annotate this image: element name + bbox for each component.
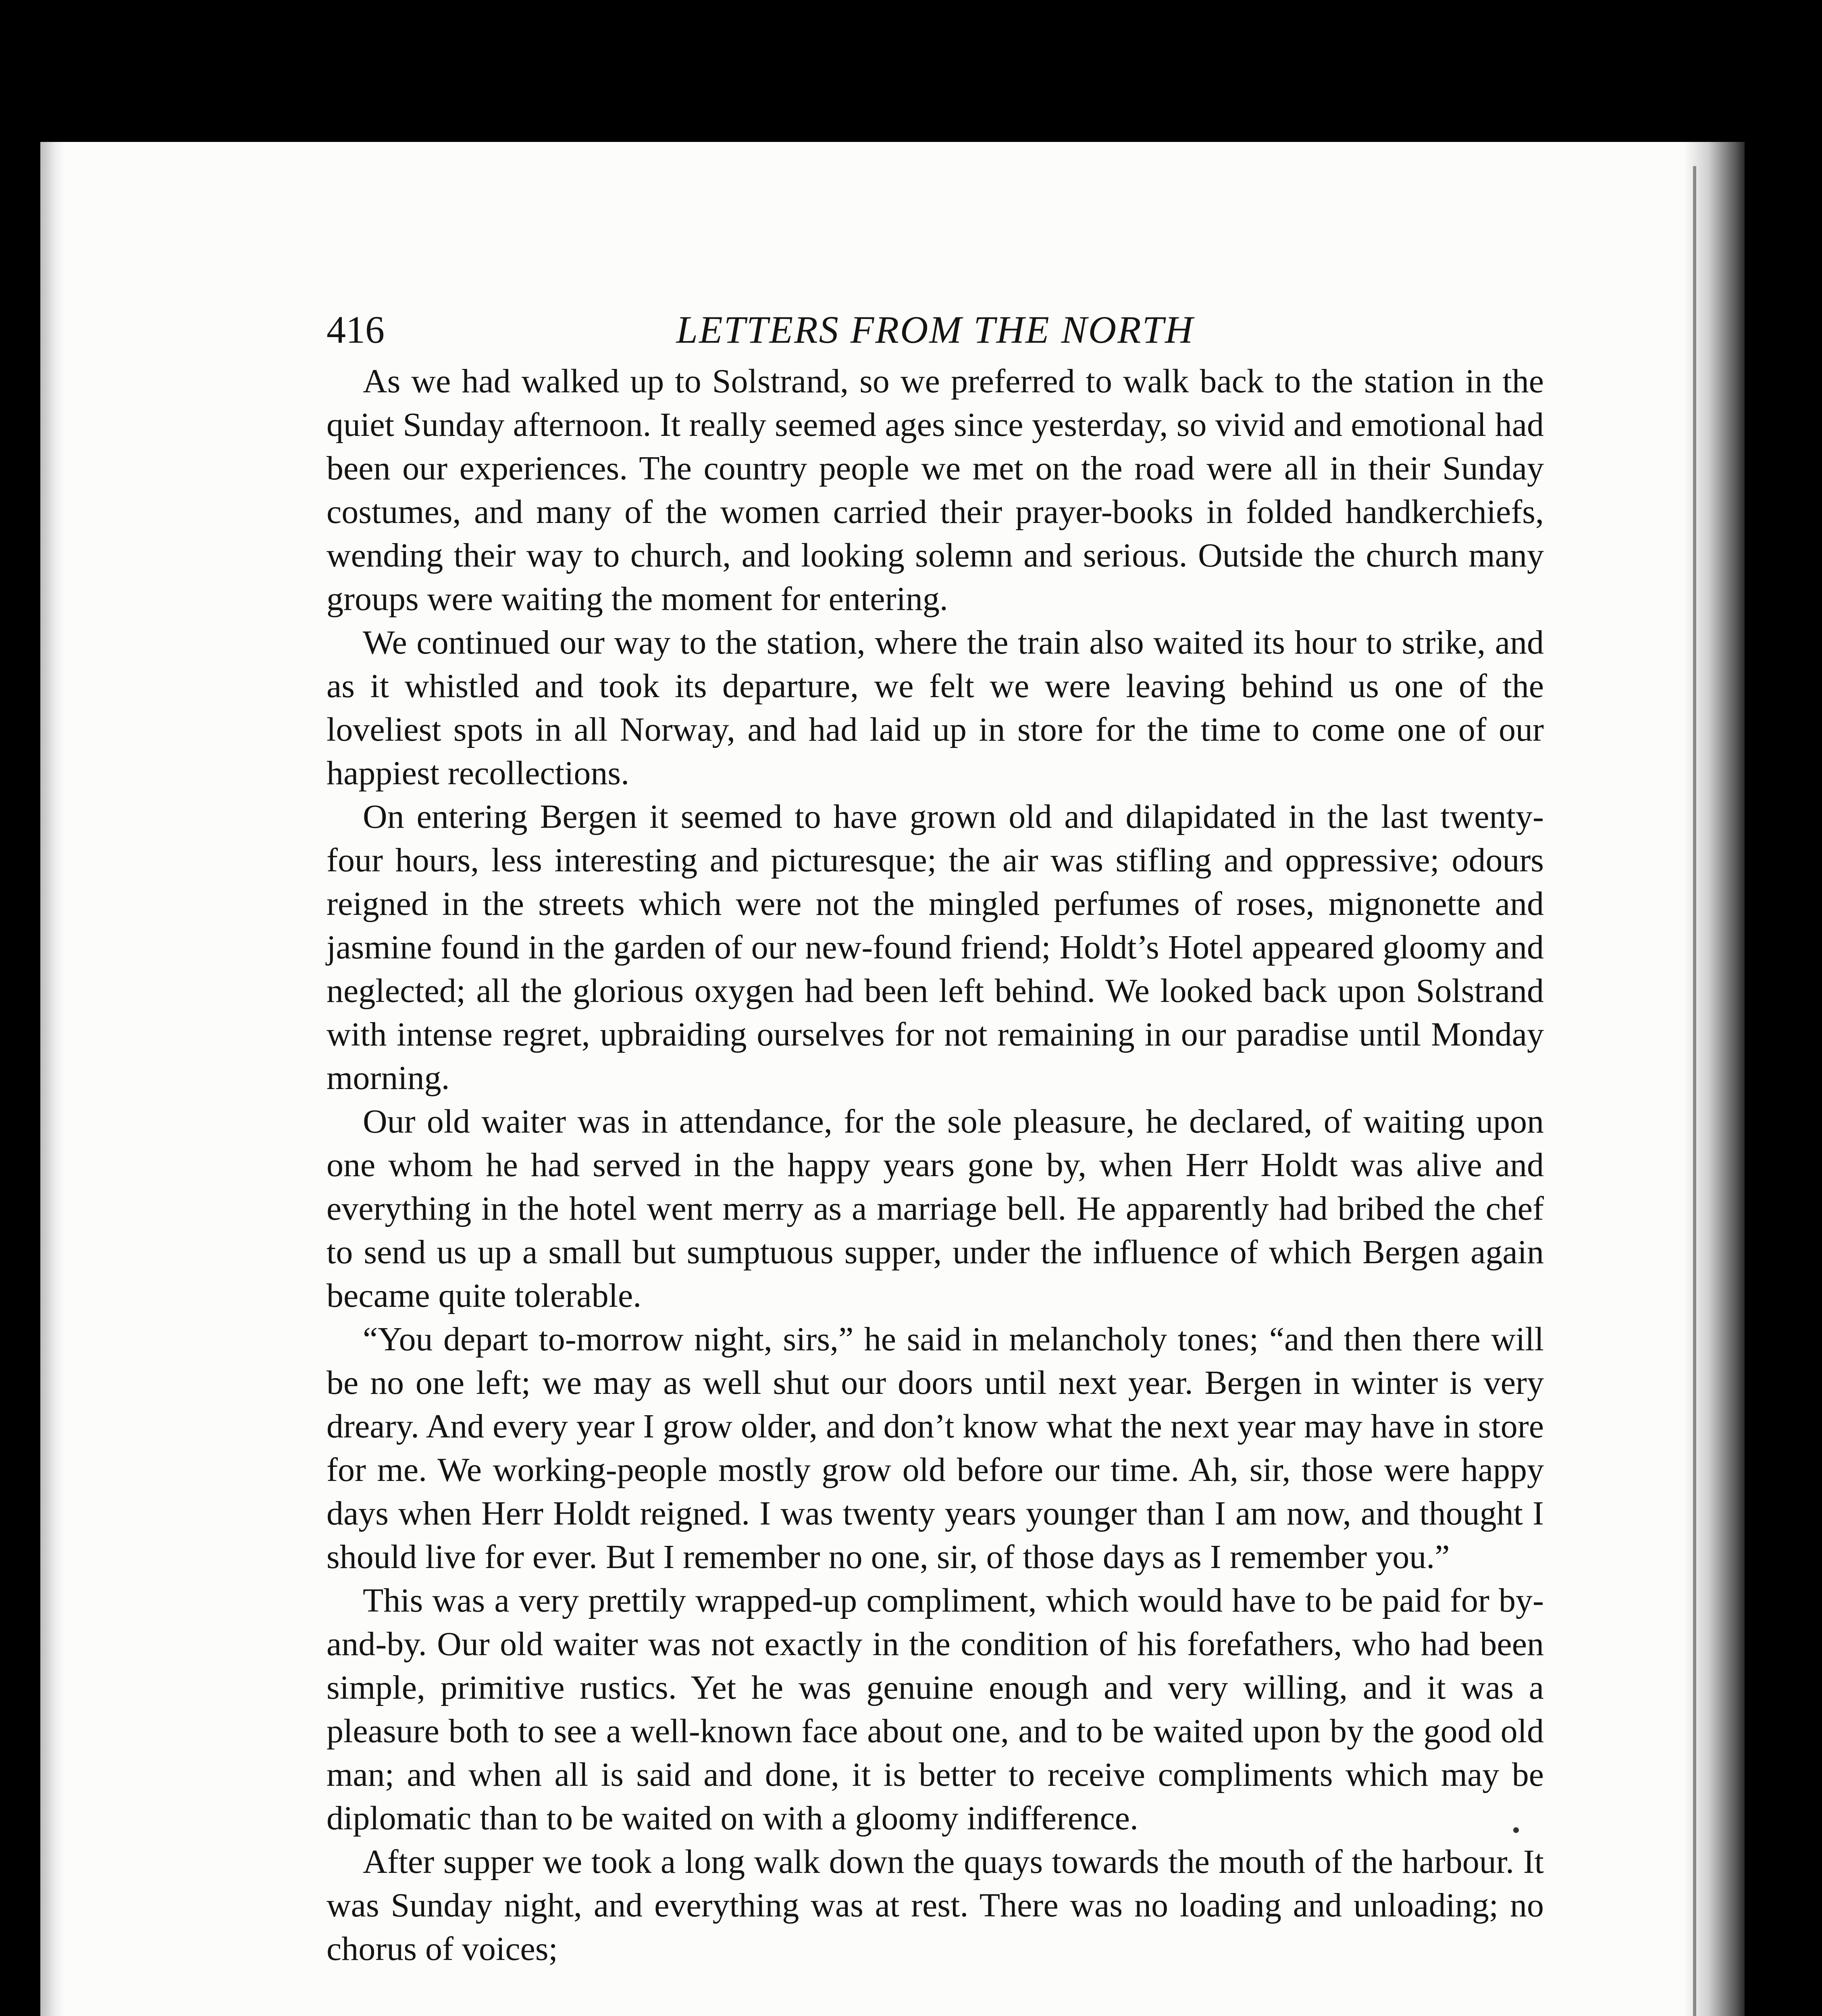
paragraph: This was a very prettily wrapped-up compliment, which would have to be paid for by-and-by. Our old waiter was not exactly in the condition of his forefathers, who had been simple, primitive rustics. Yet he was genuine enough and very willing, and it was a pleasure both to see a well-known face about one, and to be waited upon by the good old man; and when all is said and done, it is better to receive compliments which may be diplomatic than to be waited on with a gloomy indifference. bbox=[327, 1582, 1544, 1837]
paragraph: After supper we took a long walk down the quays towards the mouth of the harbour. It was Sunday night, and everything was at rest. There was no loading and unloading; no chorus of voices; bbox=[327, 1843, 1544, 1968]
paragraph: On entering Bergen it seemed to have grown old and dilapidated in the last twenty-four hours, less interesting and picturesque; the air was stifling and oppressive; odours reigned in the streets which were not the mingled perfumes of roses, mignonette and jasmine found in the garden of our new-found friend; Holdt’s Hotel appeared gloomy and neglected; all the glorious oxygen had been left behind. We looked back upon Solstrand with intense regret, upbraiding ourselves for not remaining in our paradise until Monday morning. bbox=[327, 798, 1544, 1097]
page-fold-line bbox=[1693, 166, 1696, 2016]
paragraph: Our old waiter was in attendance, for the sole pleasure, he declared, of waiting upon one whom he had served in the happy years gone by, when Herr Holdt was alive and everything in the hotel went merry as a marriage bell. He apparently had bribed the chef to send us up a small but sumptuous supper, under the influence of which Bergen again became quite tolerable. bbox=[327, 1103, 1544, 1314]
running-title: LETTERS FROM THE NORTH bbox=[676, 308, 1194, 351]
paragraph: As we had walked up to Solstrand, so we preferred to walk back to the station in the quiet Sunday afternoon. It really seemed ages since yesterday, so vivid and emotional had been our experiences. The country people we met on the road were all in their Sunday costumes, and many of the women carried their prayer-books in folded handkerchiefs, wending their way to church, and looking solemn and serious. Outside the church many groups were waiting the moment for entering. bbox=[327, 362, 1544, 618]
running-head bbox=[327, 307, 1544, 360]
page-content bbox=[327, 307, 1544, 1971]
paragraph: “You depart to-morrow night, sirs,” he said in melancholy tones; “and then there will be no one left; we may as well shut our doors until next year. Bergen in winter is very dreary. And every year I grow older, and don’t know what the next year may have in store for me. We working-people mostly grow old before our time. Ah, sir, those were happy days when Herr Holdt reigned. I was twenty years younger than I am now, and thought I should live for ever. But I remember no one, sir, of those days as I remember you.” bbox=[327, 1320, 1544, 1576]
page-number: 416 bbox=[327, 308, 385, 351]
paragraph: We continued our way to the station, where the train also waited its hour to strike, and as it whistled and took its departure, we felt we were leaving behind us one of the loveliest spots in all Norway, and had laid up in store for the time to come one of our happiest recollections. bbox=[327, 624, 1544, 792]
book-page bbox=[40, 142, 1745, 2016]
page-left-edge bbox=[40, 142, 64, 2016]
body-text bbox=[327, 360, 1544, 1971]
